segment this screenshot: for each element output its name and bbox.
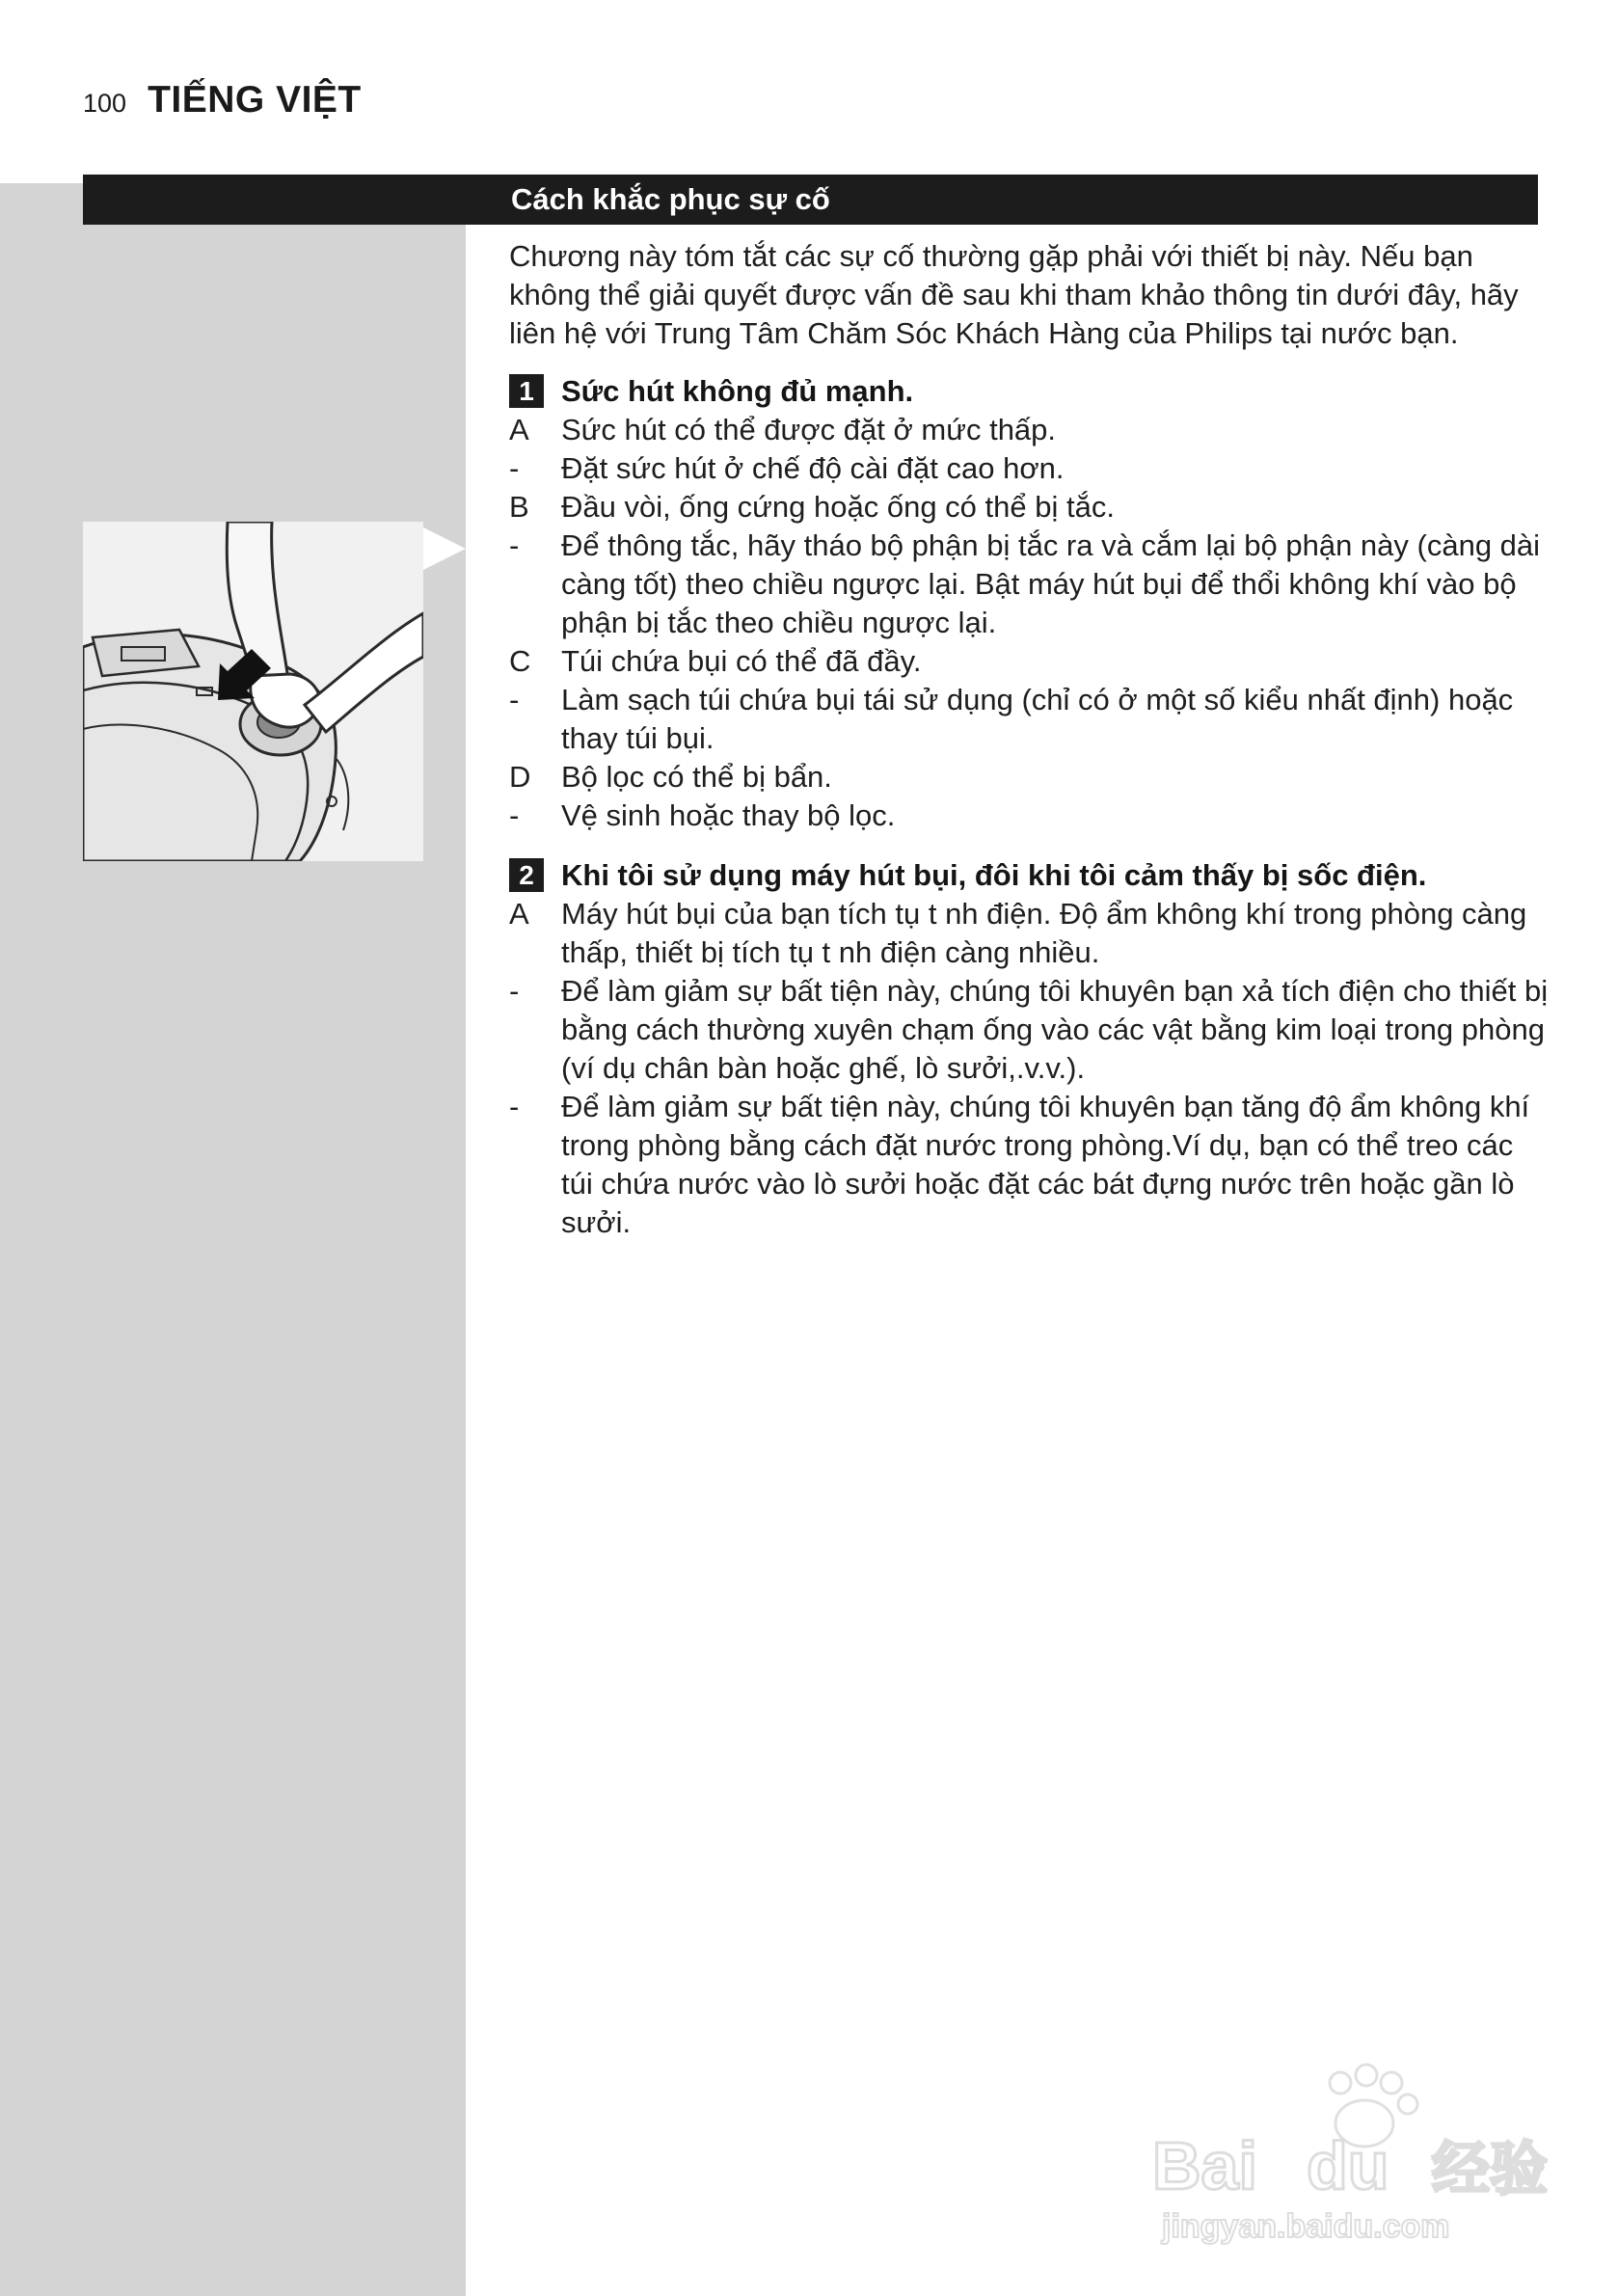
problem-line [509,972,1551,1088]
section-title: Cách khắc phục sự cố [511,182,830,216]
callout-pointer [423,527,466,570]
problem-number-badge: 1 [509,374,544,408]
line-marker: - [509,683,520,716]
problem-title: Khi tôi sử dụng máy hút bụi, đôi khi tôi cảm thấy bị sốc điện. [561,858,1427,892]
line-text: Sức hút có thể được đặt ở mức thấp. [561,413,1057,446]
line-text: Túi chứa bụi có thể đã đầy. [561,644,922,678]
page-number: 100 [83,89,127,118]
line-marker: - [509,451,520,485]
line-marker: - [509,528,520,562]
line-text: Đầu vòi, ống cứng hoặc ống có thể bị tắc. [561,490,1115,524]
line-marker: C [509,644,531,678]
problem-line [509,1088,1551,1242]
line-text: Vệ sinh hoặc thay bộ lọc. [561,798,896,832]
problem-item [509,372,1551,835]
problem-title: Sức hút không đủ mạnh. [561,374,914,408]
svg-text:du: du [1307,2128,1389,2203]
problem-line [509,758,1551,797]
line-text: Để làm giảm sự bất tiện này, chúng tôi khuyên bạn tăng độ ẩm không khí trong phòng bằng cách đặt nước trong phòng.Ví dụ, bạn có thể treo các túi chứa nước vào lò sưởi hoặc đặt các bát đựng nước trên hoặc gần lò sưởi. [561,1090,1530,1239]
problem-item [509,856,1551,1242]
line-text: Bộ lọc có thể bị bẩn. [561,760,832,794]
problem-line [509,797,1551,835]
intro-paragraph: Chương này tóm tắt các sự cố thường gặp phải với thiết bị này. Nếu bạn không thể giải quyết được vấn đề sau khi tham khảo thông tin dưới đây, hãy liên hệ với Trung Tâm Chăm Sóc Khách Hàng của Philips tại nước bạn. [509,239,1519,350]
line-marker: A [509,897,529,931]
line-marker: D [509,760,531,794]
problem-header [509,372,1551,411]
page-header [83,79,362,127]
problem-line [509,895,1551,972]
line-text: Làm sạch túi chứa bụi tái sử dụng (chỉ có ở một số kiểu nhất định) hoặc thay túi bụi. [561,683,1514,755]
svg-text:jingyan.baidu.com: jingyan.baidu.com [1162,2208,1450,2245]
svg-text:经验: 经验 [1432,2137,1548,2201]
line-marker: - [509,974,520,1008]
line-text: Để thông tắc, hãy tháo bộ phận bị tắc ra và cắm lại bộ phận này (càng dài càng tốt) theo chiều ngược lại. Bật máy hút bụi để thổi không khí vào bộ phận bị tắc theo chiều ngược lại. [561,528,1541,639]
sidebar-column [0,183,466,2296]
line-text: Đặt sức hút ở chế độ cài đặt cao hơn. [561,451,1065,485]
problem-line [509,527,1551,642]
vacuum-hose-illustration [83,522,423,861]
problem-line [509,488,1551,527]
line-marker: - [509,798,520,832]
line-marker: - [509,1090,520,1123]
problem-header [509,856,1551,895]
line-text: Máy hút bụi của bạn tích tụ t nh điện. Độ ẩm không khí trong phòng càng thấp, thiết bị tích tụ t nh điện càng nhiều. [561,897,1527,969]
section-title-bar [83,175,1538,225]
svg-text:Bai: Bai [1152,2128,1257,2203]
problem-line [509,642,1551,681]
problem-line [509,681,1551,758]
problem-line [509,449,1551,488]
problem-number-badge: 2 [509,858,544,892]
line-text: Để làm giảm sự bất tiện này, chúng tôi khuyên bạn xả tích điện cho thiết bị bằng cách thường xuyên chạm ống vào các vật bằng kim loại trong phòng (ví dụ chân bàn hoặc ghế, lò sưởi,.v.v.). [561,974,1549,1085]
baidu-watermark-logo [1152,2054,1557,2247]
language-heading: TIẾNG VIỆT [148,79,362,121]
problem-line [509,411,1551,449]
line-marker: B [509,490,529,524]
line-marker: A [509,413,529,446]
troubleshooting-content [509,237,1551,1242]
